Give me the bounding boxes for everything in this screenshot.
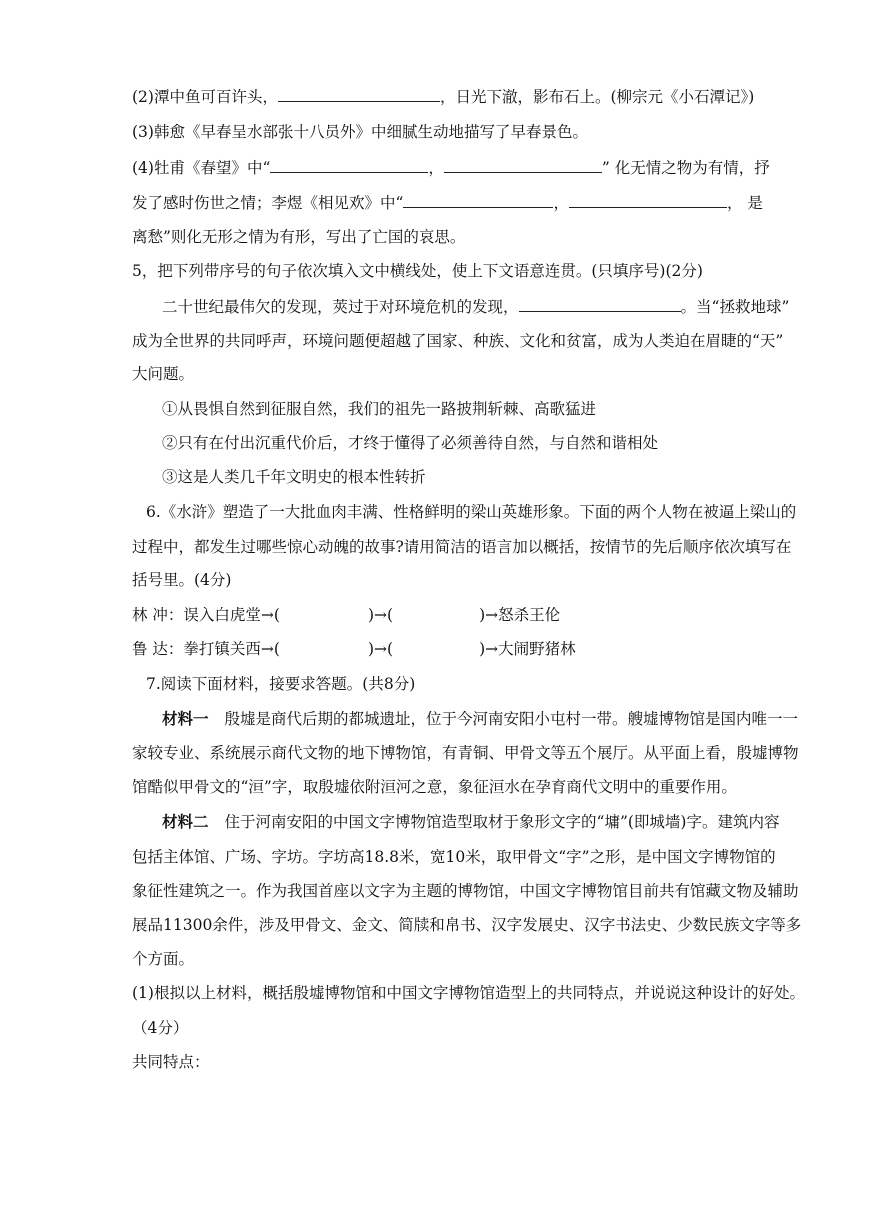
q6-row1-arrow: )→( [367,606,394,624]
fill-blank[interactable] [444,157,602,173]
q6-row2-end: )→大闹野猪林 [479,640,576,658]
q4-item-4-line2 [132,192,763,213]
material-2-label: 材料二 [162,812,209,831]
q4-item-4-prefix: (4)牡甫《春望》中“ [132,159,271,177]
q5-paragraph-line2: 成为全世界的共同呼声，环境问题便超越了国家、种族、文化和贫富，成为人类迫在眉睫的“天” [132,332,784,350]
q4-item-4-line2-prefix: 发了感时伤世之情；李煜《相见欢》中“ [132,194,404,212]
q7-material2-line5: 个方面。 [132,950,195,968]
fill-blank[interactable] [569,192,727,208]
q7-sub1-line1: (1)根拟以上材料，概括殷墟博物馆和中国文字博物馆造型上的共同特点，并说说这种设计的好处。 [132,984,805,1002]
q4-item-2-prefix: (2)潭中鱼可百许头， [132,88,278,106]
q7-material2-line1 [162,812,779,832]
q6-row1-end: )→怒杀王伦 [479,606,561,624]
q4-item-4-line2-comma: ， [553,194,569,212]
fill-blank[interactable] [270,157,428,173]
q6-row2-arrow: )→( [367,640,394,658]
material-2-text: 住于河南安阳的中国文字博物馆造型取材于象形文字的“墉”(即城墙)字。建筑内容 [224,813,780,831]
q5-option-2: ②只有在付出沉重代价后，才终于懂得了必须善待自然，与自然和谐相处 [162,434,659,452]
q5-option-3: ③这是人类几千年文明史的根本性转折 [162,468,426,486]
q5-option-1: ①从畏惧自然到征服自然，我们的祖先一路披荆斩棘、高歌猛进 [162,400,597,418]
q7-stem: 7.阅读下面材料，接要求答题。(共8分) [146,675,416,693]
q5-paragraph-line1 [162,296,789,317]
fill-blank[interactable] [519,296,681,312]
q5-stem: 5，把下列带序号的句子依次填入文中横线处，使上下文语意连贯。(只填序号)(2分) [132,262,703,280]
q7-material1-line2: 家较专业、系统展示商代文物的地下博物馆，有青铜、甲骨文等五个展厅。从平面上看，殷墟博物 [132,744,799,762]
q5-paragraph-suffix: 。当“拯救地球” [680,298,790,316]
fill-blank[interactable] [278,86,440,102]
q6-row2-start: 鲁 达：拳打镇关西→( [132,640,280,658]
q6-row-lu-da [132,639,576,659]
q6-row-lin-chong [132,605,560,625]
q7-material1-line3: 馆酷似甲骨文的“洹”字，取殷墟依附洹河之意，象征洹水在孕育商代文明中的重要作用。 [132,778,737,796]
q7-sub1-line2: （4分） [132,1019,189,1037]
q5-paragraph-prefix: 二十世纪最伟欠的发现，莢过于对环境危机的发现， [162,298,519,316]
q6-stem-line1: 6.《水浒》塑造了一大批血肉丰满、性格鲜明的梁山英雄形象。下面的两个人物在被逼上梁山的 [146,503,797,521]
q4-item-4-line1 [132,157,785,178]
q6-stem-line3: 括号里。(4分) [132,571,232,589]
q4-item-2-suffix: ，日光下澈，影布石上。(柳宗元《小石潭记》) [439,88,755,106]
q4-item-3: (3)韩愈《早春呈水部张十八员外》中细腻生动地描写了早春景色。 [132,123,588,141]
q4-item-4-line3: 离愁”则化无形之情为有形，写出了亡国的哀思。 [132,228,466,246]
q6-stem-line2: 过程中，都发生过哪些惊心动魄的故事?请用简洁的语言加以概括，按情节的先后顺序依次填写在 [132,538,792,556]
q7-material2-line4: 展品11300余件，涉及甲骨文、金文、简牍和帛书、汉字发展史、汉字书法史、少数民族文字等多 [132,916,802,934]
q4-item-2 [132,86,754,107]
q5-paragraph-line3: 大问题。 [132,365,195,383]
material-1-label: 材料一 [162,709,209,728]
q7-answer-label: 共同特点： [132,1053,210,1071]
q7-material2-line2: 包括主体馆、广场、字坊。字坊高18.8米，宽10米，取甲骨文“字”之形，是中国文字博物馆的 [132,848,776,866]
q4-item-4-line2-suffix: ， 是 [726,194,763,212]
q7-material1-line1 [162,709,798,729]
fill-blank[interactable] [403,192,553,208]
q6-row1-start: 林 冲：误入白虎堂→( [132,606,280,624]
q4-item-4-comma: ， [428,159,444,177]
material-1-text: 殷墟是商代后期的都城遗址，位于今河南安阳小屯村一带。艘墟博物馆是国内唯一一 [224,710,799,728]
q7-material2-line3: 象征性建筑之一。作为我国首座以文字为主题的博物馆，中国文字博物馆目前共有馆藏文物及辅助 [132,882,799,900]
q4-item-4-suffix: ” 化无情之物为有情，抒 [601,159,770,177]
